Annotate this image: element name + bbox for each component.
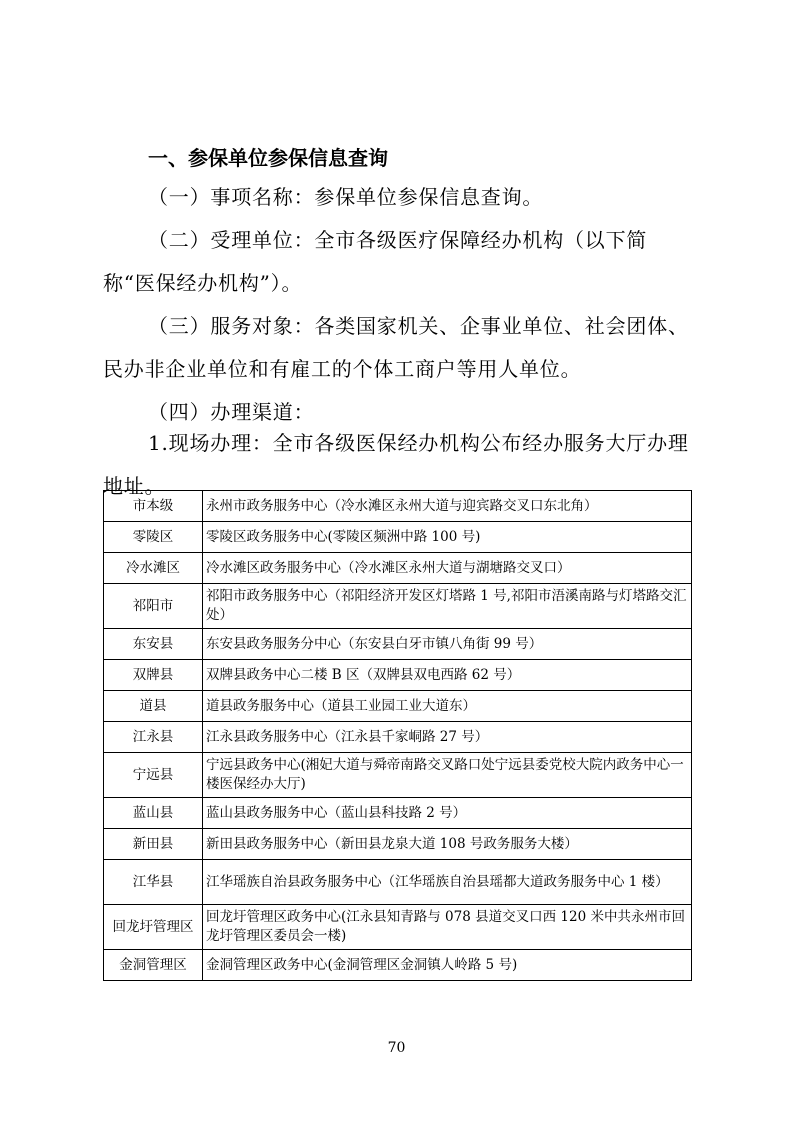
address-cell: 道县政务服务中心（道县工业园工业大道东） bbox=[203, 691, 692, 722]
table-row bbox=[104, 829, 692, 860]
accepting-unit-paragraph: （二）受理单位：全市各级医疗保障经办机构（以下简称“医保经办机构”）。 bbox=[103, 228, 648, 295]
address-cell: 江华瑶族自治县政务服务中心（江华瑶族自治县瑶都大道政务服务中心 1 楼） bbox=[203, 860, 692, 905]
table-row bbox=[104, 629, 692, 660]
service-targets-paragraph: （三）服务对象：各类国家机关、企事业单位、社会团体、民办非企业单位和有雇工的个体工商户等用人单位。 bbox=[103, 314, 689, 381]
address-cell: 祁阳市政务服务中心（祁阳经济开发区灯塔路 1 号,祁阳市浯溪南路与灯塔路交汇处） bbox=[203, 584, 692, 629]
table-row bbox=[104, 722, 692, 753]
channels-paragraph: （四）办理渠道： bbox=[148, 400, 315, 424]
table-row bbox=[104, 798, 692, 829]
address-cell: 东安县政务服务分中心（东安县白牙市镇八角街 99 号） bbox=[203, 629, 692, 660]
table-row bbox=[104, 660, 692, 691]
onsite-paragraph: 1.现场办理：全市各级医保经办机构公布经办服务大厅办理地址。 bbox=[103, 431, 689, 498]
table-row bbox=[104, 860, 692, 905]
address-cell: 金洞管理区政务中心(金洞管理区金洞镇人岭路 5 号) bbox=[203, 950, 692, 981]
district-cell: 新田县 bbox=[104, 829, 203, 860]
address-cell: 宁远县政务中心(湘妃大道与舜帝南路交叉路口处宁远县委党校大院内政务中心一楼医保经办大厅) bbox=[203, 753, 692, 798]
district-cell: 宁远县 bbox=[104, 753, 203, 798]
table-row bbox=[104, 522, 692, 553]
section-heading: 一、参保单位参保信息查询 bbox=[148, 146, 388, 170]
address-cell: 零陵区政务服务中心(零陵区频洲中路 100 号) bbox=[203, 522, 692, 553]
table-row bbox=[104, 753, 692, 798]
table-row bbox=[104, 553, 692, 584]
table-row bbox=[104, 584, 692, 629]
district-cell: 零陵区 bbox=[104, 522, 203, 553]
table-row bbox=[104, 691, 692, 722]
district-cell: 蓝山县 bbox=[104, 798, 203, 829]
address-cell: 新田县政务服务中心（新田县龙泉大道 108 号政务服务大楼） bbox=[203, 829, 692, 860]
district-cell: 江永县 bbox=[104, 722, 203, 753]
address-cell: 双牌县政务中心二楼 B 区（双牌县双电西路 62 号） bbox=[203, 660, 692, 691]
district-cell: 冷水滩区 bbox=[104, 553, 203, 584]
page-number: 70 bbox=[387, 1040, 406, 1056]
district-cell: 东安县 bbox=[104, 629, 203, 660]
table-row bbox=[104, 950, 692, 981]
item-name-paragraph: （一）事项名称：参保单位参保信息查询。 bbox=[148, 185, 544, 209]
table-row bbox=[104, 491, 692, 522]
district-cell: 金洞管理区 bbox=[104, 950, 203, 981]
address-cell: 冷水滩区政务服务中心（冷水滩区永州大道与湖塘路交叉口） bbox=[203, 553, 692, 584]
address-cell: 回龙圩管理区政务中心(江永县知青路与 078 县道交叉口西 120 米中共永州市回龙圩管理区委员会一楼) bbox=[203, 905, 692, 950]
district-cell: 道县 bbox=[104, 691, 203, 722]
table-row bbox=[104, 905, 692, 950]
district-cell: 市本级 bbox=[104, 491, 203, 522]
district-cell: 江华县 bbox=[104, 860, 203, 905]
address-cell: 永州市政务服务中心（冷水滩区永州大道与迎宾路交叉口东北角） bbox=[203, 491, 692, 522]
district-cell: 双牌县 bbox=[104, 660, 203, 691]
district-cell: 祁阳市 bbox=[104, 584, 203, 629]
address-cell: 江永县政务服务中心（江永县千家峒路 27 号） bbox=[203, 722, 692, 753]
address-cell: 蓝山县政务服务中心（蓝山县科技路 2 号） bbox=[203, 798, 692, 829]
district-cell: 回龙圩管理区 bbox=[104, 905, 203, 950]
office-address-table bbox=[103, 490, 692, 981]
